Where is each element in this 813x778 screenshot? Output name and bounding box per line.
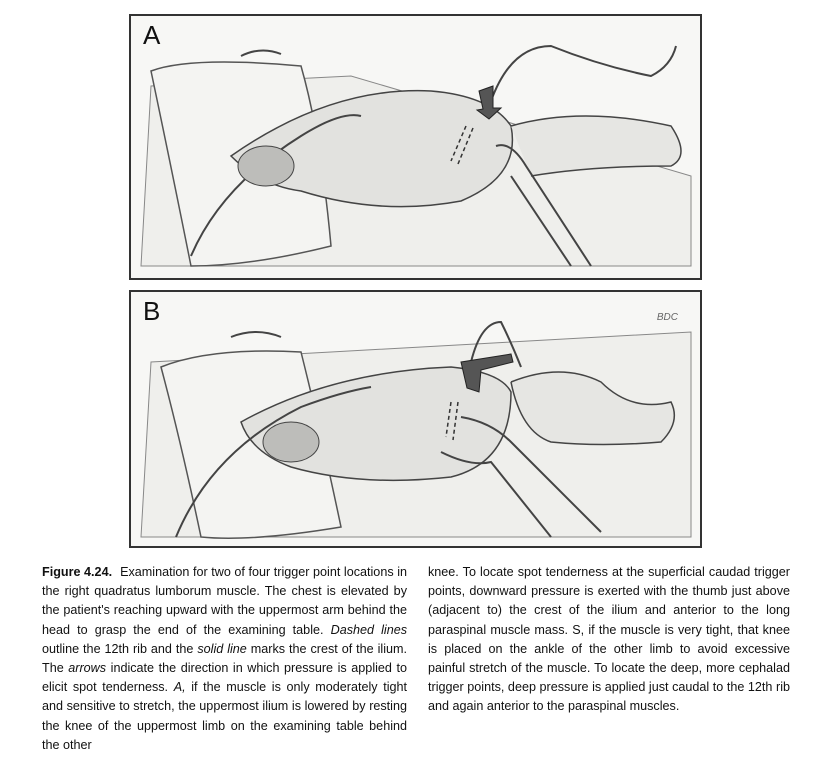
artist-signature: BDC	[656, 312, 678, 323]
caption-right-column: knee. To locate spot tenderness at the superficial caudad trigger points, downward pressure is exerted with the thumb just above (adjacent to) the crest of the ilium and anterior to the long paraspinal muscle mass. S, if the muscle is very tight, that knee is placed on the ankle of the other limb to avoid excessive painful stretch of the muscle. To locate the deep, more cephalad trigger points, deep pressure is applied just caudal to the 12th rib and again anterior to the paraspinal muscles.	[428, 565, 790, 714]
caption-emphasis: A,	[173, 680, 186, 695]
caption-left-column	[42, 563, 407, 755]
caption-text-segment: outline the 12th rib and the	[42, 641, 198, 656]
illustration-a	[131, 16, 702, 280]
illustration-b	[131, 292, 702, 548]
figure-panel-b	[129, 290, 702, 548]
caption-text-segment: marks the crest of the ilium. The	[42, 641, 407, 676]
caption-emphasis: arrows	[68, 661, 107, 676]
caption-text-segment: indicate the direction in which pressure is applied to elicit spot tenderness.	[42, 661, 407, 695]
caption-text-segment: Examination for two of four trigger point locations in the right quadratus lumborum muscle. The chest is elevated by the patient's reaching upward with the uppermost arm behind the head to grasp the end of the examining table.	[42, 565, 407, 637]
figure-panel-a	[129, 14, 702, 280]
caption-emphasis: Dashed lines	[330, 622, 407, 637]
caption-left-text	[42, 565, 407, 752]
caption-text-segment: if the muscle is only moderately tight and sensitive to stretch, the uppermost ilium is lowered by resting the knee of the uppermost limb on the examining table behind the other	[42, 680, 407, 752]
panel-label-a: A	[143, 20, 161, 50]
panel-label-b: B	[143, 296, 161, 326]
figure-label: Figure 4.24.	[42, 565, 113, 579]
caption-emphasis: solid line	[197, 641, 247, 656]
